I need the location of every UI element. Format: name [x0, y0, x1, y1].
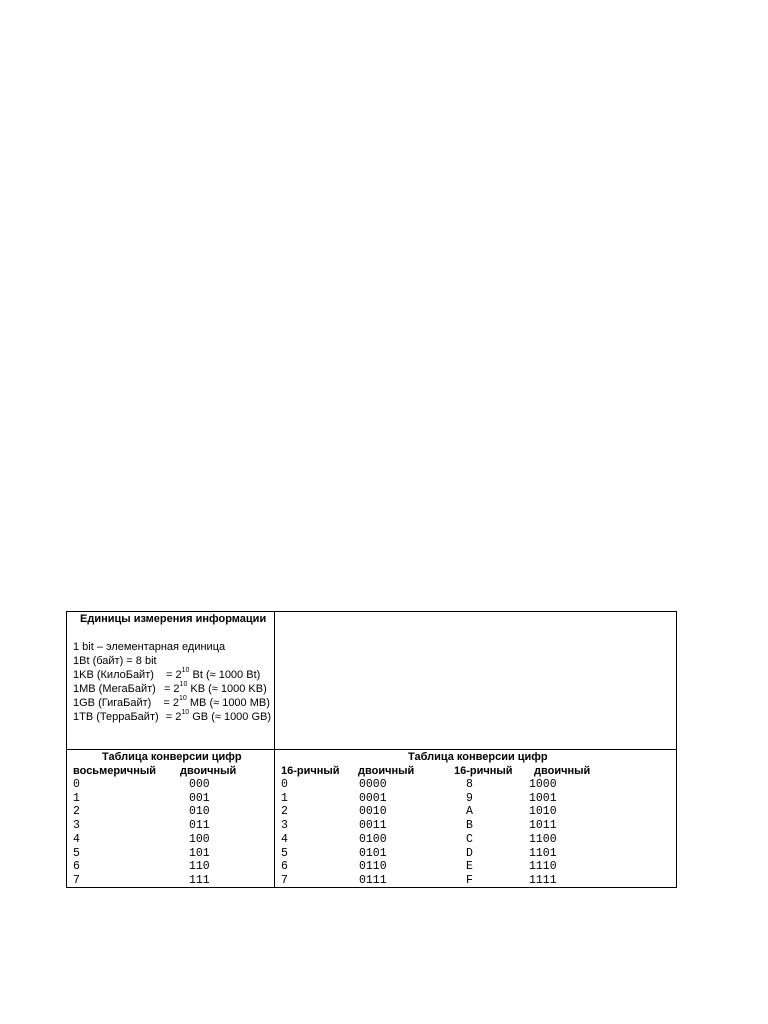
binary-nibble: 1111 [529, 873, 557, 887]
hex-digit: 6 [281, 860, 288, 874]
kb-exp: 10 [181, 667, 190, 675]
binary-nibble: 1000 [529, 778, 557, 791]
hex-header-binary-1: двоичный [358, 765, 415, 777]
hex-digit: D [466, 846, 473, 860]
hex-header-hex-1: 16-ричный [281, 765, 340, 777]
binary-nibble: 0000 [359, 778, 387, 791]
hex-digit: A [466, 805, 473, 819]
units-kb-line [73, 668, 260, 682]
hex-table-title: Таблица конверсии цифр [408, 751, 548, 763]
binary-nibble: 0111 [359, 873, 387, 887]
units-title: Единицы измерения информации [80, 613, 267, 625]
hex-digit: 8 [466, 778, 473, 791]
octal-header-octal: восьмеричный [73, 765, 156, 777]
hex-digit: 2 [281, 805, 288, 819]
binary-nibble: 0110 [359, 860, 387, 874]
binary-nibble: 1101 [529, 846, 557, 860]
octal-digit: 5 [73, 846, 80, 860]
binary-triplet: 000 [189, 778, 210, 791]
hex-digit: F [466, 873, 473, 887]
octal-digit: 3 [73, 819, 80, 833]
hex-digit: C [466, 832, 473, 846]
tb-base: = 2 [165, 711, 182, 723]
binary-nibble: 1011 [529, 819, 557, 833]
hex-digit: B [466, 819, 473, 833]
tb-name: 1TB (ТерраБайт) [73, 711, 159, 723]
octal-table-title: Таблица конверсии цифр [102, 751, 242, 763]
info-units-table [66, 611, 677, 888]
octal-digit: 6 [73, 860, 80, 874]
mb-base: = 2 [163, 683, 180, 695]
tb-rest: GB (≈ 1000 GB) [189, 711, 272, 723]
binary-triplet: 111 [189, 873, 210, 887]
octal-digit: 2 [73, 805, 80, 819]
binary-triplet: 100 [189, 832, 210, 846]
kb-base: = 2 [166, 669, 182, 681]
binary-nibble: 0010 [359, 805, 387, 819]
hex-header-binary-2: двоичный [534, 765, 591, 777]
hex-digit: 0 [281, 778, 288, 791]
binary-nibble: 1001 [529, 791, 557, 805]
units-mb-line [73, 682, 267, 696]
tb-exp: 10 [181, 709, 190, 717]
gb-base: = 2 [163, 697, 180, 709]
hex-digits-column-1 [281, 778, 288, 888]
binary-triplet: 101 [189, 846, 210, 860]
gb-name: 1GB (ГигаБайт) [73, 697, 152, 709]
binary-triplet: 110 [189, 860, 210, 874]
gb-exp: 10 [179, 695, 187, 703]
octal-binary-column [189, 778, 210, 888]
binary-nibble: 0101 [359, 846, 387, 860]
units-tb-line [73, 710, 271, 724]
binary-nibble: 1010 [529, 805, 557, 819]
hex-binary-column-2 [529, 778, 557, 888]
binary-triplet: 010 [189, 805, 210, 819]
hex-digit: 4 [281, 832, 288, 846]
mb-name: 1MB (МегаБайт) [73, 683, 156, 695]
binary-nibble: 1110 [529, 860, 557, 874]
hex-digit: 9 [466, 791, 473, 805]
hex-digit: 5 [281, 846, 288, 860]
binary-nibble: 0100 [359, 832, 387, 846]
hex-binary-column-1 [359, 778, 387, 888]
octal-digit: 7 [73, 873, 80, 887]
binary-triplet: 001 [189, 791, 210, 805]
units-gb-line [73, 696, 270, 710]
kb-rest: Bt (≈ 1000 Bt) [189, 669, 261, 681]
gb-rest: MB (≈ 1000 MB) [186, 697, 270, 709]
hex-digits-column-2 [466, 778, 473, 888]
mb-exp: 10 [179, 681, 188, 689]
octal-digits-column [73, 778, 80, 888]
kb-name: 1KB (КилоБайт) [73, 669, 154, 681]
hex-header-hex-2: 16-ричный [454, 765, 513, 777]
binary-triplet: 011 [189, 819, 210, 833]
units-bit-line: 1 bit – элементарная единица [73, 641, 226, 653]
octal-header-binary: двоичный [180, 765, 237, 777]
binary-nibble: 1100 [529, 832, 557, 846]
binary-nibble: 0001 [359, 791, 387, 805]
octal-digit: 4 [73, 832, 80, 846]
octal-digit: 0 [73, 778, 80, 791]
mb-rest: KB (≈ 1000 KB) [187, 683, 267, 695]
octal-digit: 1 [73, 791, 80, 805]
hex-digit: 7 [281, 873, 288, 887]
hex-digit: 1 [281, 791, 288, 805]
units-byte-line: 1Bt (байт) = 8 bit [73, 655, 157, 667]
hex-digit: E [466, 860, 473, 874]
binary-nibble: 0011 [359, 819, 387, 833]
hex-digit: 3 [281, 819, 288, 833]
